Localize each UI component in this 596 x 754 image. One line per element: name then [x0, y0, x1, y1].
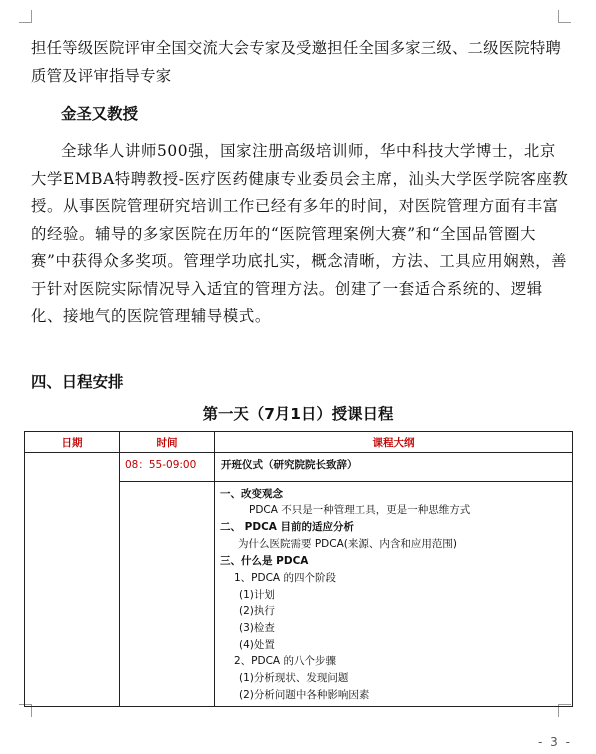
- outline-subheading: 1、PDCA 的四个阶段: [234, 572, 336, 584]
- intro-paragraph: 担任等级医院评审全国交流大会专家及受邀担任全国多家三级、二级医院特聘质管及评审指导专家: [31, 39, 562, 85]
- header-date: 日期: [25, 432, 120, 453]
- outline-item: (2)执行: [239, 605, 275, 617]
- table-row: [25, 453, 573, 482]
- expert-name: 金圣又教授: [61, 105, 138, 123]
- row2-time-cell: [120, 482, 215, 707]
- page-number: - 3 -: [538, 735, 572, 749]
- row1-date-cell: [25, 453, 120, 707]
- crop-mark-top-left: [19, 10, 32, 23]
- outline-item: PDCA 不只是一种管理工具，更是一种思维方式: [249, 504, 471, 516]
- expert-bio: 全球华人讲师500强，国家注册高级培训师，华中科技大学博士，北京大学EMBA特聘教授-医疗医药健康专业委员会主席，汕头大学医学院客座教授。从事医院管理研究培训工作已经有多年的时间，对医院管理方面有丰富的经验。辅导的多家医院在历年的“医院管理案例大赛”和“全国品管圈大赛”中获得众多奖项。管理学功底扎实，概念清晰，方法、工具应用娴熟，善于针对医院实际情况导入适宜的管理方法。创建了一套适合系统的、逻辑化、接地气的医院管理辅导模式。: [31, 142, 569, 325]
- outline-heading-1: 一、改变观念: [220, 488, 283, 500]
- table-header-row: [25, 432, 573, 453]
- row1-time-cell: 08：55-09:00: [120, 453, 215, 482]
- day-title: 第一天（7月1日）授课日程: [202, 405, 394, 423]
- outline-item: 为什么医院需要 PDCA(来源、内含和应用范围): [238, 538, 457, 550]
- outline-item: (1)计划: [239, 589, 275, 601]
- outline-item: (4)处置: [239, 639, 275, 651]
- header-syllabus: 课程大纲: [215, 432, 573, 453]
- row1-content-cell: 开班仪式（研究院院长致辞）: [215, 453, 573, 482]
- outline-item: (3)检查: [239, 622, 275, 634]
- outline-subheading: 2、PDCA 的八个步骤: [234, 655, 336, 667]
- outline-item: (2)分析问题中各种影响因素: [239, 689, 370, 701]
- crop-mark-top-right: [558, 10, 571, 23]
- outline-item: (1)分析现状、发现问题: [239, 672, 349, 684]
- row2-content-cell: [215, 482, 573, 707]
- section-heading: 四、日程安排: [31, 373, 124, 391]
- outline-heading-2: 二、 PDCA 目前的适应分析: [220, 521, 355, 533]
- schedule-table: [24, 431, 573, 707]
- header-time: 时间: [120, 432, 215, 453]
- outline-heading-3: 三、什么是 PDCA: [220, 555, 309, 567]
